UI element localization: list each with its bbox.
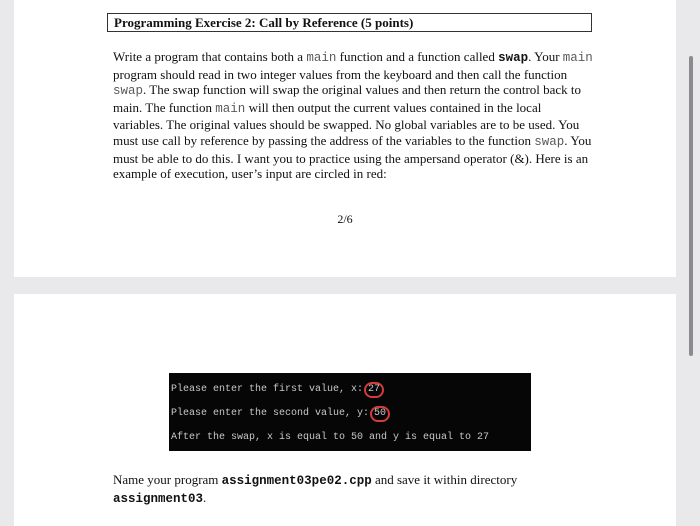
- user-input-x: 27: [364, 382, 384, 398]
- submission-instructions: [113, 472, 593, 507]
- vertical-scrollbar[interactable]: [689, 56, 693, 356]
- description-segment: . The swap function will swap the original values and then return the control back to main. The function: [113, 82, 582, 115]
- description-segment: . You must be able to do this. I want you to practice using the ampersand operator (&). Here is an example of execution, user’s input are circled in red:: [113, 132, 592, 182]
- user-input-y: 50: [370, 406, 390, 422]
- console-output: [169, 373, 531, 451]
- description-segment: main: [562, 51, 593, 65]
- console-line-2: [171, 406, 390, 420]
- document-page-1: [14, 0, 676, 277]
- document-page-2: [14, 294, 676, 526]
- description-segment: main: [215, 101, 246, 116]
- description-segment: main: [306, 51, 337, 65]
- exercise-title: Programming Exercise 2: Call by Reference (5 points): [107, 13, 592, 32]
- console-line-3: After the swap, x is equal to 50 and y is equal to 27: [171, 432, 490, 443]
- console-line-1: [171, 382, 384, 396]
- description-segment: program should read in two integer values from the keyboard and then call the function: [113, 66, 568, 82]
- description-segment: swap: [534, 134, 565, 149]
- description-segment: function and a function called: [336, 49, 499, 64]
- page-number: 2/6: [337, 212, 353, 226]
- console-prompt-x: Please enter the first value, x:: [171, 384, 364, 395]
- description-segment: . Your: [528, 49, 563, 64]
- footer-text-1: Name your program: [113, 472, 222, 487]
- exercise-description: [113, 49, 593, 182]
- description-segment: swap: [113, 84, 144, 99]
- directory-name: assignment03: [113, 491, 204, 506]
- description-segment: swap: [498, 51, 529, 65]
- footer-text-2: and save it within directory: [371, 472, 518, 487]
- console-prompt-y: Please enter the second value, y:: [171, 408, 370, 419]
- description-segment: Write a program that contains both a: [113, 49, 307, 64]
- description-segment: will then output the current values contained in the local variables. The original values should be swapped. No global variables are to be used. You must use call by reference by passing the address of the variables to the function: [113, 99, 580, 148]
- program-filename: assignment03pe02.cpp: [221, 474, 372, 488]
- footer-text-3: .: [203, 489, 207, 505]
